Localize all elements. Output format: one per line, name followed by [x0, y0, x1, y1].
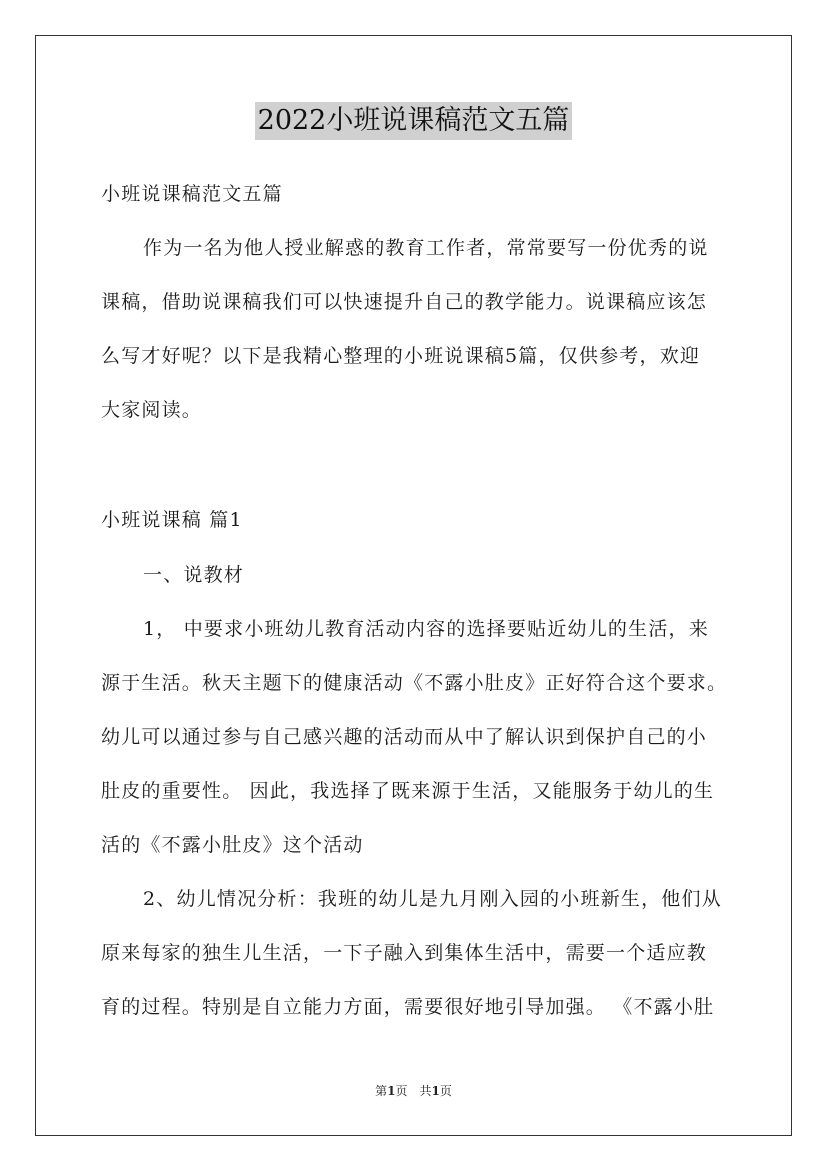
footer-page-suffix: 页 [439, 1084, 452, 1098]
intro-line-2: 课稿，借助说课稿我们可以快速提升自己的教学能力。说课稿应该怎 [101, 291, 708, 313]
para1-line-2: 源于生活。秋天主题下的健康活动《不露小肚皮》正好符合这个要求。 [101, 672, 728, 694]
intro-line-3: 么写才好呢？以下是我精心整理的小班说课稿5篇，仅供参考，欢迎 [101, 345, 701, 367]
section-heading: 小班说课稿 篇1 [101, 509, 243, 531]
document-title: 2022小班说课稿范文五篇 [255, 102, 573, 140]
intro-line-1: 作为一名为他人授业解惑的教育工作者，常常要写一份优秀的说 [143, 237, 709, 259]
para1-line-1: 1， 中要求小班幼儿教育活动内容的选择要贴近幼儿的生活，来 [143, 618, 709, 640]
subsection-heading: 一、说教材 [143, 564, 245, 586]
title-container [0, 102, 827, 140]
intro-line-4: 大家阅读。 [101, 399, 203, 421]
para1-line-4: 肚皮的重要性。 因此，我选择了既来源于生活，又能服务于幼儿的生 [101, 780, 715, 802]
para2-line-3: 育的过程。特别是自立能力方面，需要很好地引导加强。 《不露小肚 [101, 996, 715, 1018]
footer-page-mid: 页 共 [395, 1084, 432, 1098]
footer-page-prefix: 第 [375, 1084, 388, 1098]
footer-page-total: 1 [431, 1084, 440, 1098]
para1-line-5: 活的《不露小肚皮》这个活动 [101, 834, 364, 856]
subtitle: 小班说课稿范文五篇 [101, 183, 283, 205]
footer-page-current: 1 [387, 1084, 396, 1098]
para1-line-3: 幼儿可以通过参与自己感兴趣的活动而从中了解认识到保护自己的小 [101, 726, 708, 748]
para2-line-1: 2、幼儿情况分析：我班的幼儿是九月刚入园的小班新生，他们从 [143, 888, 722, 910]
para2-line-2: 原来每家的独生儿生活，一下子融入到集体生活中，需要一个适应教 [101, 942, 708, 964]
page-footer [0, 1083, 827, 1099]
